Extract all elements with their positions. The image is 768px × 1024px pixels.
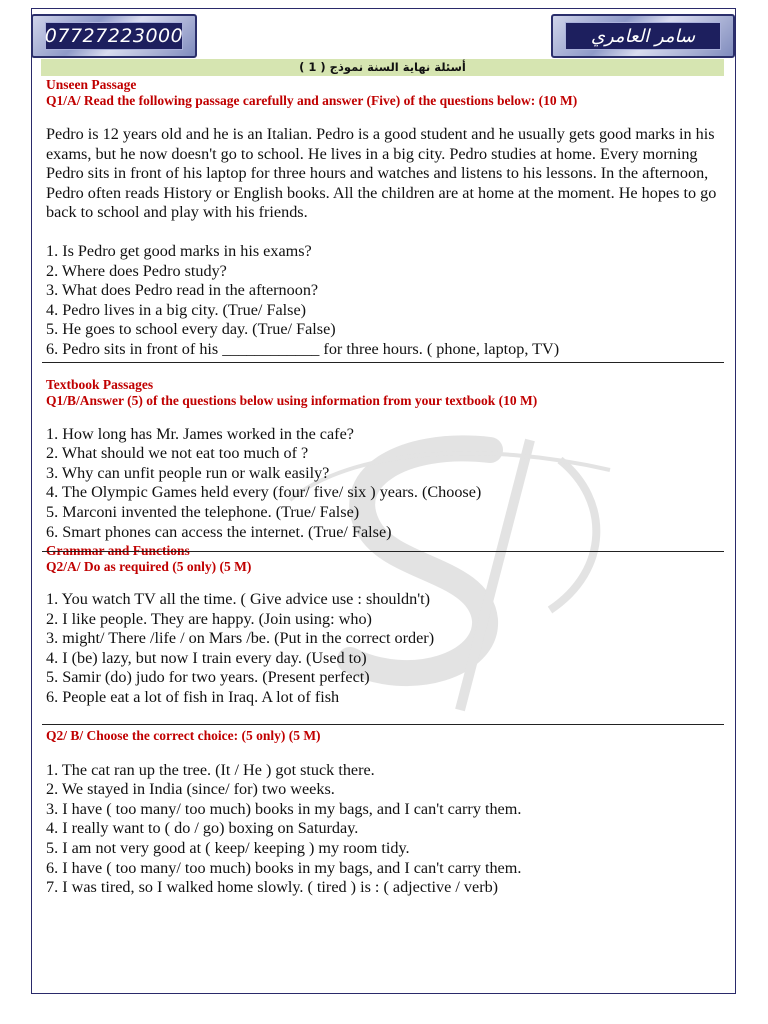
- list-item: 2. We stayed in India (since/ for) two weeks.: [46, 780, 335, 799]
- reading-passage: Pedro is 12 years old and he is an Italian. Pedro is a good student and he usually gets good marks in his exams, but he now doesn't go to school. He lives in a big city. Pedro studies at home. Every morning Pedro sits in front of his laptop for three hours and watches and listens to his lessons. In the afternoon, Pedro often reads History or English books. All the children are at home at the moment. He hopes to go back to school and play with his friends.: [46, 125, 717, 222]
- question-list-q1a: [46, 242, 724, 360]
- list-item: 2. I like people. They are happy. (Join using: who): [46, 609, 372, 628]
- section-divider: [42, 362, 724, 363]
- list-item: 2. Where does Pedro study?: [46, 261, 227, 280]
- list-item: 5. Marconi invented the telephone. (True/ False): [46, 502, 360, 521]
- list-item: 6. Pedro sits in front of his ____________ for three hours. ( phone, laptop, TV): [46, 339, 560, 358]
- list-item: 4. Pedro lives in a big city. (True/ False): [46, 300, 307, 319]
- list-item: 4. The Olympic Games held every (four/ five/ six ) years. (Choose): [46, 483, 482, 502]
- list-item: 6. I have ( too many/ too much) books in my bags, and I can't carry them.: [46, 858, 522, 877]
- list-item: 1. How long has Mr. James worked in the cafe?: [46, 424, 354, 443]
- list-item: 3. I have ( too many/ too much) books in my bags, and I can't carry them.: [46, 799, 522, 818]
- list-item: 2. What should we not eat too much of ?: [46, 444, 309, 463]
- section-title-grammar: Grammar and Functions: [46, 543, 190, 559]
- question-list-q2a: [46, 590, 724, 708]
- list-item: 1. The cat ran up the tree. (It / He ) got stuck there.: [46, 760, 375, 779]
- phone-number: 07727223000: [44, 25, 184, 47]
- list-item: 5. Samir (do) judo for two years. (Present perfect): [46, 668, 370, 687]
- question-heading-q2a: Q2/A/ Do as required (5 only) (5 M): [46, 559, 252, 575]
- section-divider: [42, 551, 724, 552]
- question-heading-q1b: Q1/B/Answer (5) of the questions below using information from your textbook (10 M): [46, 392, 538, 408]
- question-heading-q2b: Q2/ B/ Choose the correct choice: (5 only) (5 M): [46, 727, 321, 743]
- list-item: 7. I was tired, so I walked home slowly. ( tired ) is : ( adjective / verb): [46, 878, 499, 897]
- list-item: 5. He goes to school every day. (True/ False): [46, 320, 336, 339]
- list-item: 4. I (be) lazy, but now I train every day. (Used to): [46, 648, 367, 667]
- exam-title: أسئلة نهاية السنة نموذج ( 1 ): [41, 59, 724, 76]
- phone-badge: [31, 14, 197, 58]
- list-item: 1. Is Pedro get good marks in his exams?: [46, 241, 312, 260]
- author-name: سامر العامري: [590, 25, 696, 47]
- question-heading-q1a: Q1/A/ Read the following passage carefully and answer (Five) of the questions below: (10 M): [46, 93, 578, 108]
- author-badge: [551, 14, 735, 58]
- list-item: 6. People eat a lot of fish in Iraq. A lot of fish: [46, 688, 340, 707]
- question-list-q2b: [46, 761, 724, 898]
- list-item: 3. What does Pedro read in the afternoon?: [46, 281, 319, 300]
- section-title-unseen: Unseen Passage: [46, 77, 137, 92]
- list-item: 3. Why can unfit people run or walk easily?: [46, 463, 330, 482]
- list-item: 1. You watch TV all the time. ( Give advice use : shouldn't): [46, 590, 431, 609]
- question-list-q1b: [46, 425, 724, 543]
- list-item: 6. Smart phones can access the internet. (True/ False): [46, 522, 392, 541]
- section-divider: [42, 724, 724, 725]
- list-item: 5. I am not very good at ( keep/ keeping ) my room tidy.: [46, 839, 410, 858]
- exam-content: [46, 77, 724, 898]
- list-item: 3. might/ There /life / on Mars /be. (Put in the correct order): [46, 629, 435, 648]
- section-title-textbook: Textbook Passages: [46, 376, 154, 392]
- list-item: 4. I really want to ( do / go) boxing on Saturday.: [46, 819, 359, 838]
